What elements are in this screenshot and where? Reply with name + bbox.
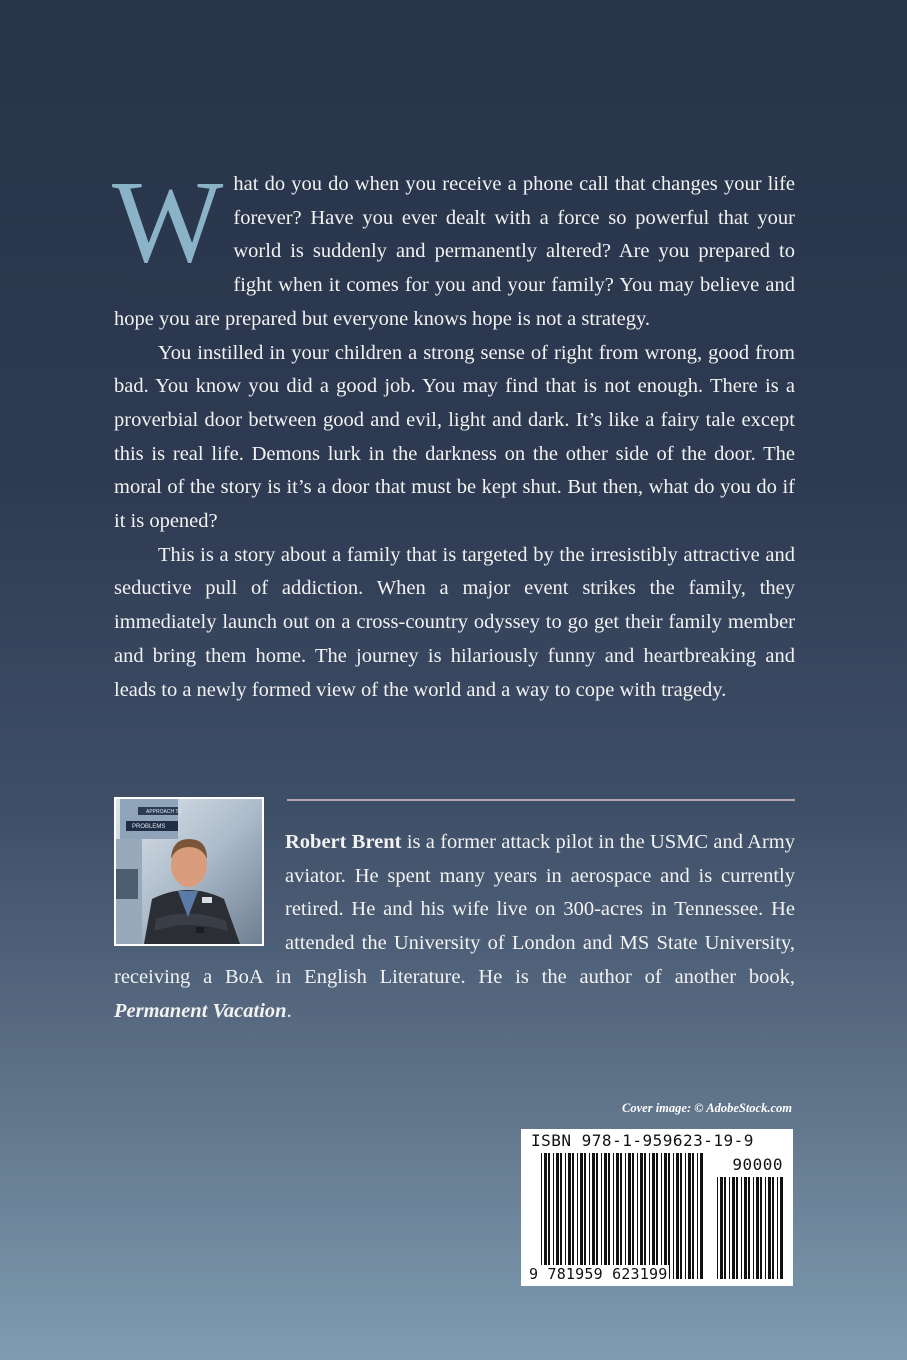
barcode-bar xyxy=(724,1177,726,1279)
barcode-bar xyxy=(628,1153,631,1279)
barcode-bar xyxy=(772,1177,774,1279)
barcode-bar xyxy=(620,1153,622,1279)
barcode-bar xyxy=(664,1153,667,1279)
barcode-bar xyxy=(584,1153,586,1279)
barcode-bar xyxy=(553,1153,554,1279)
sign-line-1: APPROACH TO xyxy=(146,809,183,815)
other-book-title: Permanent Vacation xyxy=(114,999,287,1022)
barcode-bar xyxy=(732,1177,735,1279)
barcode-bar xyxy=(673,1153,674,1279)
barcode-bar xyxy=(541,1153,542,1279)
barcode-bar xyxy=(697,1153,698,1279)
author-bio xyxy=(114,826,795,1028)
barcode-bar xyxy=(661,1153,662,1279)
blurb-paragraph-1 xyxy=(112,156,795,337)
barcode-bar xyxy=(572,1153,574,1279)
barcode-bar xyxy=(777,1177,778,1279)
barcode-bar xyxy=(568,1153,571,1279)
barcode-bar xyxy=(560,1153,562,1279)
barcode-bar xyxy=(649,1153,650,1279)
barcode-bar xyxy=(748,1177,750,1279)
barcode-bar xyxy=(613,1153,614,1279)
price-code: 90000 xyxy=(732,1155,783,1174)
author-name: Robert Brent xyxy=(285,831,402,853)
barcode-bar xyxy=(596,1153,598,1279)
barcode-bar xyxy=(700,1153,703,1279)
barcode-bar xyxy=(656,1153,658,1279)
barcode-bar xyxy=(676,1153,679,1279)
barcode-bar xyxy=(717,1177,718,1279)
barcode-digits: 9 781959 623199 xyxy=(529,1265,668,1283)
barcode-bar xyxy=(625,1153,626,1279)
barcode-bar xyxy=(680,1153,682,1279)
barcode-bar xyxy=(768,1177,771,1279)
blurb-paragraph-1-text: hat do you do when you receive a phone call that changes your life forever? Have you ever dealt with a force so powerful that your world is suddenly and permanently altered? Are you prepared to fight when it comes for you and your family? You may believe and hope you are prepared but everyone knows hope is not a strategy. xyxy=(114,173,795,330)
barcode-bar xyxy=(565,1153,566,1279)
barcode-bar xyxy=(548,1153,550,1279)
barcode-bar xyxy=(652,1153,655,1279)
barcode-bar xyxy=(589,1153,590,1279)
drop-cap: W xyxy=(112,156,224,287)
book-blurb xyxy=(112,156,795,707)
author-bio-text: is a former attack pilot in the USMC and Army aviator. He spent many years in aerospace and is currently retired. He and his wife live on 300-acres in Tennessee. He attended the University of London and MS State University, receiving a BoA in English Literature. He is the author of another book, xyxy=(114,831,795,988)
barcode-bar xyxy=(616,1153,619,1279)
section-divider xyxy=(287,799,795,801)
isbn-barcode xyxy=(521,1129,793,1286)
barcode-bar xyxy=(729,1177,730,1279)
barcode-bar xyxy=(577,1153,578,1279)
barcode-bar xyxy=(780,1177,783,1279)
barcode-bar xyxy=(601,1153,602,1279)
barcode-bar xyxy=(741,1177,742,1279)
barcode-bar xyxy=(753,1177,754,1279)
photo-spacer xyxy=(114,826,285,954)
barcode-bars xyxy=(521,1129,793,1286)
barcode-bar xyxy=(604,1153,607,1279)
barcode-bar xyxy=(556,1153,559,1279)
isbn-label: ISBN 978-1-959623-19-9 xyxy=(531,1131,754,1150)
sign-line-2: PROBLEMS xyxy=(132,824,166,830)
barcode-bar xyxy=(720,1177,723,1279)
barcode-bar xyxy=(580,1153,583,1279)
barcode-bar xyxy=(544,1153,547,1279)
barcode-bar xyxy=(765,1177,766,1279)
barcode-bar xyxy=(640,1153,643,1279)
barcode-bar xyxy=(760,1177,762,1279)
barcode-bar xyxy=(632,1153,634,1279)
barcode-bar xyxy=(736,1177,738,1279)
cover-image-credit: Cover image: © AdobeStock.com xyxy=(622,1101,792,1115)
barcode-bar xyxy=(637,1153,638,1279)
barcode-bar xyxy=(756,1177,759,1279)
barcode-bar xyxy=(685,1153,686,1279)
barcode-bar xyxy=(592,1153,595,1279)
barcode-bar xyxy=(692,1153,694,1279)
blurb-paragraph-2: You instilled in your children a strong sense of right from wrong, good from bad. You know you did a good job. You may find that is not enough. There is a proverbial door between good and evil, light and dark. It’s like a fairy tale except this is real life. Demons lurk in the darkness on the other side of the door. The moral of the story is it’s a door that must be kept shut. But then, what do you do if it is opened? xyxy=(114,341,795,533)
barcode-bar xyxy=(744,1177,747,1279)
blurb-paragraph-3: This is a story about a family that is targeted by the irresistibly attractive and seductive pull of addiction. When a major event strikes the family, they immediately launch out on a cross-country odyssey to go get their family member and bring them home. The journey is hilariously funny and heartbreaking and leads to a newly formed view of the world and a way to cope with tragedy. xyxy=(114,543,795,701)
barcode-bar xyxy=(644,1153,646,1279)
barcode-bar xyxy=(688,1153,691,1279)
author-bio-end: . xyxy=(286,999,292,1022)
barcode-bar xyxy=(608,1153,610,1279)
barcode-bar xyxy=(668,1153,670,1279)
